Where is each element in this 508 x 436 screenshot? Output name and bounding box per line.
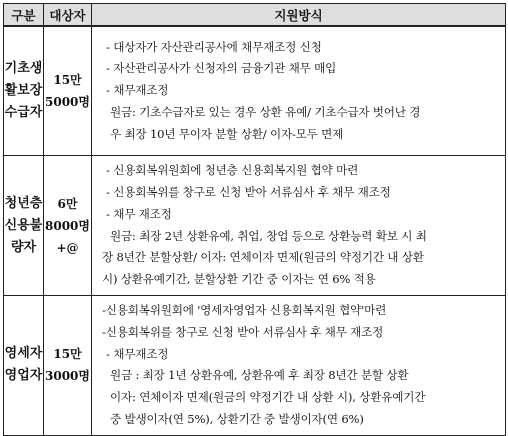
method-line: - 채무 재조정 [106, 206, 172, 221]
category-text: 활보장 [4, 83, 43, 98]
method-line: - 채무재조정 [106, 83, 169, 98]
header-row [4, 4, 506, 27]
category-text: 신용불 [4, 217, 43, 233]
target-cell [44, 156, 92, 296]
method-line: 우 최장 10년 무이자 분할 상환/ 이자-모두 면제 [110, 126, 344, 141]
target-text: 15만 [53, 347, 82, 362]
method-line: 시) 상환유예기간, 분할상환 기간 중 이자는 연 6% 적용 [102, 272, 376, 287]
category-cell [4, 296, 44, 436]
method-cell [92, 26, 506, 156]
method-line: - 자산관리공사가 신청자의 금융기관 채무 매입 [106, 61, 337, 76]
support-table-container [3, 3, 505, 425]
method-line: 중 발생이자(연 5%), 상환기간 중 발생이자(연 6%) [110, 411, 364, 426]
target-cell [44, 296, 92, 436]
method-line: - 신용회복위원회에 청년층 신용회복지원 협약 마련 [106, 163, 359, 178]
method-cell [92, 156, 506, 296]
header-category: 구분 [4, 4, 44, 27]
target-text: 5000명 [45, 95, 90, 109]
category-text: 청년층 [4, 195, 43, 211]
target-cell [44, 26, 92, 156]
target-text: 3000명 [45, 369, 90, 384]
category-text: 영업자 [4, 368, 43, 384]
table-row [4, 296, 506, 436]
category-text: 영세자 [4, 346, 43, 362]
table-row [4, 156, 506, 296]
category-cell [4, 26, 44, 156]
method-line: -신용회복위를 창구로 신청 받아 서류심사 후 채무 재조정 [102, 324, 384, 339]
target-text: +@ [56, 240, 79, 255]
method-line: 원금: 기초수급자로 있는 경우 상환 유예/ 기초수급자 벗어난 경 [110, 104, 421, 119]
category-text: 량자 [10, 239, 37, 255]
target-text: 8000명 [45, 218, 90, 233]
method-line: 원금: 최장 2년 상환유예, 취업, 창업 등으로 상환능력 확보 시 최 [110, 228, 427, 243]
target-text: 15만 [53, 73, 82, 87]
method-line: - 채무재조정 [106, 346, 169, 361]
table-row [4, 26, 506, 156]
method-line: - 신용회복위를 창구로 신청 받아 서류심사 후 채무 재조정 [106, 184, 391, 199]
method-line: 원금 : 최장 1년 상환유예, 상환유예 후 최장 8년간 분할 상환 [110, 368, 409, 383]
category-cell [4, 156, 44, 296]
support-table [3, 3, 506, 436]
header-method: 지원방식 [92, 4, 506, 27]
header-target: 대상자 [44, 4, 92, 27]
category-text: 수급자 [4, 105, 43, 120]
target-text: 6만 [57, 196, 78, 211]
method-line: - 대상자가 자산관리공사에 채무재조정 신청 [106, 39, 322, 54]
method-line: -신용회복위원회에 '영세자영업자 신용회복지원 협약'마련 [102, 303, 387, 317]
category-text: 기초생 [4, 61, 43, 76]
method-line: 장 8년간 분할상환/ 이자: 연체이자 면제(원금의 약정기간 내 상환 [102, 250, 424, 265]
method-line: 이자: 연체이자 면제(원금의 약정기간 내 상환 시), 상환유예기간 [110, 390, 426, 405]
method-cell [92, 296, 506, 436]
